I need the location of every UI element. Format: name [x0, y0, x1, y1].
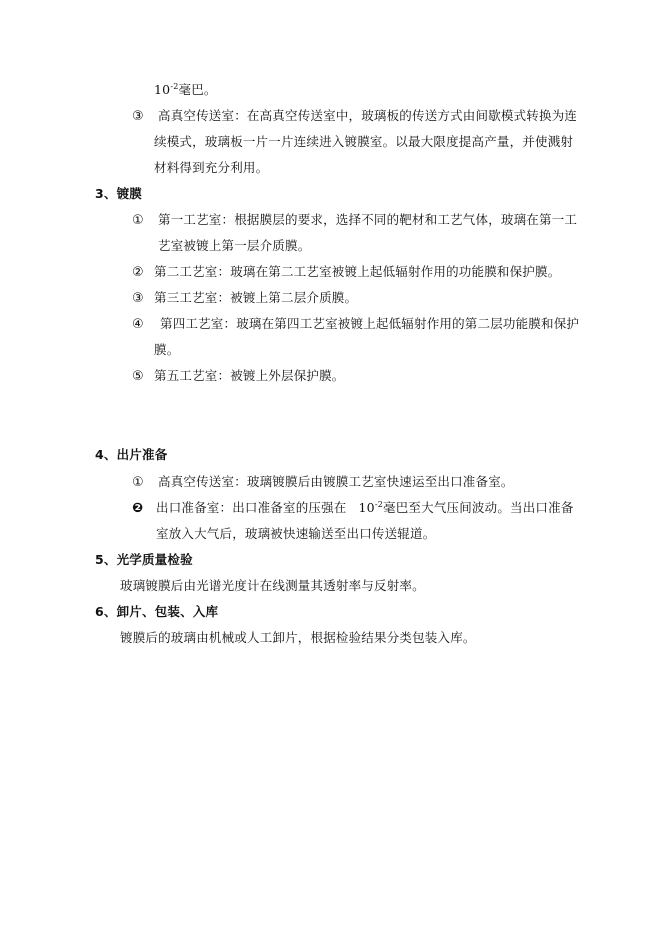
- list-item: [132, 316, 579, 333]
- list-marker: ④: [132, 317, 144, 332]
- pressure-base: 10: [154, 82, 171, 97]
- list-marker: ①: [132, 213, 144, 228]
- list-item-text: 膜。: [154, 342, 180, 357]
- list-item-text: 第四工艺室：玻璃在第四工艺室被镀上起低辐射作用的第二层功能膜和保护: [160, 316, 580, 331]
- list-item-continuation: [158, 238, 310, 254]
- list-item-text: 高真空传送室：在高真空传送室中，玻璃板的传送方式由间歇模式转换为连: [158, 108, 578, 123]
- list-item-text: 毫巴至大气压间波动。当出口准备: [383, 500, 574, 515]
- list-item-continuation: [154, 160, 268, 176]
- section-heading-optical-inspection: 5、光学质量检验: [95, 552, 193, 567]
- list-item: [132, 368, 345, 385]
- list-item-text: 续模式，玻璃板一片一片连续进入镀膜室。以最大限度提高产量，并使溅射: [154, 134, 574, 149]
- list-item-text: 第三工艺室：被镀上第二层介质膜。: [154, 290, 358, 305]
- pressure-exponent: -2: [374, 500, 384, 509]
- section-heading-unloading: 6、卸片、包装、入库: [95, 604, 219, 619]
- list-item-text: 第五工艺室：被镀上外层保护膜。: [154, 368, 345, 383]
- list-item: [132, 290, 357, 307]
- section-body: 镀膜后的玻璃由机械或人工卸片，根据检验结果分类包装入库。: [120, 630, 476, 645]
- list-item-text: 室放入大气后，玻璃被快速输送至出口传送辊道。: [156, 526, 436, 541]
- list-marker: ②: [132, 265, 144, 280]
- list-item: [132, 474, 514, 491]
- list-item: [132, 500, 574, 517]
- list-item: [132, 108, 577, 125]
- section-heading-coating: 3、镀膜: [95, 186, 142, 201]
- list-item: [132, 212, 577, 229]
- list-item-continuation: [154, 134, 573, 150]
- list-marker: ⑤: [132, 369, 144, 384]
- pressure-base: 10: [358, 500, 375, 515]
- list-item-text: 第一工艺室：根据膜层的要求，选择不同的靶材和工艺气体，玻璃在第一工: [158, 212, 578, 227]
- list-marker: ①: [132, 475, 144, 490]
- pressure-unit: 毫巴。: [178, 82, 217, 97]
- list-item-continuation: [156, 526, 435, 542]
- list-item-text: 高真空传送室：玻璃镀膜后由镀膜工艺室快速运至出口准备室。: [158, 474, 514, 489]
- list-marker: ❷: [132, 501, 144, 516]
- list-marker: ③: [132, 109, 144, 124]
- list-marker: ③: [132, 291, 144, 306]
- list-item-text: 材料得到充分利用。: [154, 160, 269, 175]
- list-item-text: 出口准备室：出口准备室的压强在: [156, 500, 347, 515]
- section-body: 玻璃镀膜后由光谱光度计在线测量其透射率与反射率。: [120, 578, 425, 593]
- section-heading-output-prep: 4、出片准备: [95, 447, 168, 462]
- pressure-continuation: [154, 82, 217, 98]
- list-item-text: 艺室被镀上第一层介质膜。: [158, 238, 311, 253]
- pressure-exponent: -2: [170, 82, 179, 91]
- list-item: [132, 264, 560, 281]
- list-item-continuation: [154, 342, 179, 358]
- list-item-text: 第二工艺室：玻璃在第二工艺室被镀上起低辐射作用的功能膜和保护膜。: [154, 264, 561, 279]
